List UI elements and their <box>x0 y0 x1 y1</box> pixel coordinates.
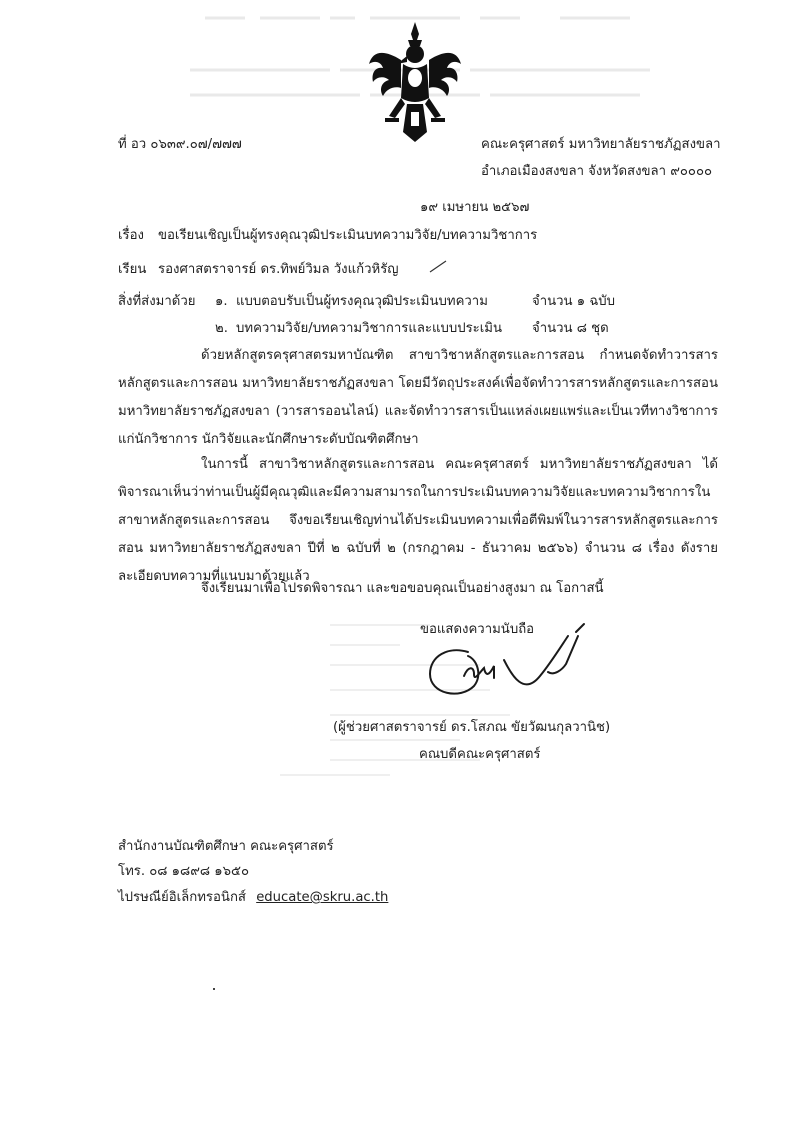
enclosure-number: ๑. <box>215 294 228 309</box>
body-paragraph-2: ในการนี้ สาขาวิชาหลักสูตรและการสอน คณะครุศาสตร์ มหาวิทยาลัยราชภัฏสงขลา ได้พิจารณาเห็นว่าท่านเป็นผู้มีคุณวุฒิและมีความสามารถในการประเมินบทความวิจัยและบทความวิชาการในสาขาหลักสูตรและการสอน จึงขอเรียนเชิญท่านได้ประเมินบทความเพื่อตีพิมพ์ในวารสารหลักสูตรและการสอน มหาวิทยาลัยราชภัฏสงขลา ปีที่ ๒ ฉบับที่ ๒ (กรกฎาคม - ธันวาคม ๒๕๖๖) จำนวน ๘ เรื่อง ดังรายละเอียดบทความที่แนบมาด้วยแล้ว <box>118 457 718 584</box>
garuda-emblem <box>367 20 463 144</box>
contact-email-link[interactable]: educate@skru.ac.th <box>256 890 389 905</box>
subject-label: เรื่อง <box>118 228 144 243</box>
enclosure-item: แบบตอบรับเป็นผู้ทรงคุณวุฒิประเมินบทความ <box>236 294 488 309</box>
sender-address-line1: คณะครุศาสตร์ มหาวิทยาลัยราชภัฏสงขลา <box>481 137 721 152</box>
complimentary-close: ขอแสดงความนับถือ <box>420 622 535 637</box>
signature <box>408 616 598 706</box>
body-paragraph-1: ด้วยหลักสูตรครุศาสตรมหาบัณฑิต สาขาวิชาหลักสูตรและการสอน กำหนดจัดทำวารสารหลักสูตรและการสอน มหาวิทยาลัยราชภัฏสงขลา โดยมีวัตถุประสงค์เพื่อจัดทำวารสารหลักสูตรและการสอน มหาวิทยาลัยราชภัฏสงขลา (วารสารออนไลน์) และจัดทำวารสารเป็นแหล่งเผยแพร่และเป็นเวทีทางวิชาการแก่นักวิชาการ นักวิจัยและนักศึกษาระดับบัณฑิตศึกษา <box>118 348 718 447</box>
reference-number: ที่ อว ๐๖๓๙.๐๗/๗๗๗ <box>118 137 242 152</box>
signer-name: (ผู้ช่วยศาสตราจารย์ ดร.โสภณ ขัยวัฒนกุลวานิช) <box>333 720 611 735</box>
letter-date: ๑๙ เมษายน ๒๕๖๗ <box>420 200 530 215</box>
enclosure-item: บทความวิจัย/บทความวิชาการและแบบประเมิน <box>236 321 502 336</box>
enclosure-number: ๒. <box>215 321 228 336</box>
closing-paragraph: จึงเรียนมาเพื่อโปรดพิจารณา และขอขอบคุณเป็นอย่างสูงมา ณ โอกาสนี้ <box>201 581 604 596</box>
enclosures-label: สิ่งที่ส่งมาด้วย <box>118 294 196 309</box>
sender-address-line2: อำเภอเมืองสงขลา จังหวัดสงขลา ๙๐๐๐๐ <box>481 164 713 179</box>
enclosure-quantity: จำนวน ๘ ชุด <box>532 321 609 336</box>
enclosure-quantity: จำนวน ๑ ฉบับ <box>532 294 616 309</box>
contact-email-label: ไปรษณีย์อิเล็กทรอนิกส์ <box>118 890 246 905</box>
contact-office: สำนักงานบัณฑิตศึกษา คณะครุศาสตร์ <box>118 839 334 854</box>
signer-title: คณบดีคณะครุศาสตร์ <box>419 747 541 762</box>
recipient-label: เรียน <box>118 262 147 277</box>
subject-text: ขอเรียนเชิญเป็นผู้ทรงคุณวุฒิประเมินบทความวิจัย/บทความวิชาการ <box>158 228 538 243</box>
check-mark <box>428 258 448 274</box>
stray-dot <box>213 988 215 990</box>
recipient-text: รองศาสตราจารย์ ดร.ทิพย์วิมล วังแก้วหิรัญ <box>158 262 399 277</box>
contact-email-row <box>118 886 388 907</box>
contact-phone: โทร. ๐๘ ๑๘๙๘ ๑๖๕๐ <box>118 864 249 879</box>
